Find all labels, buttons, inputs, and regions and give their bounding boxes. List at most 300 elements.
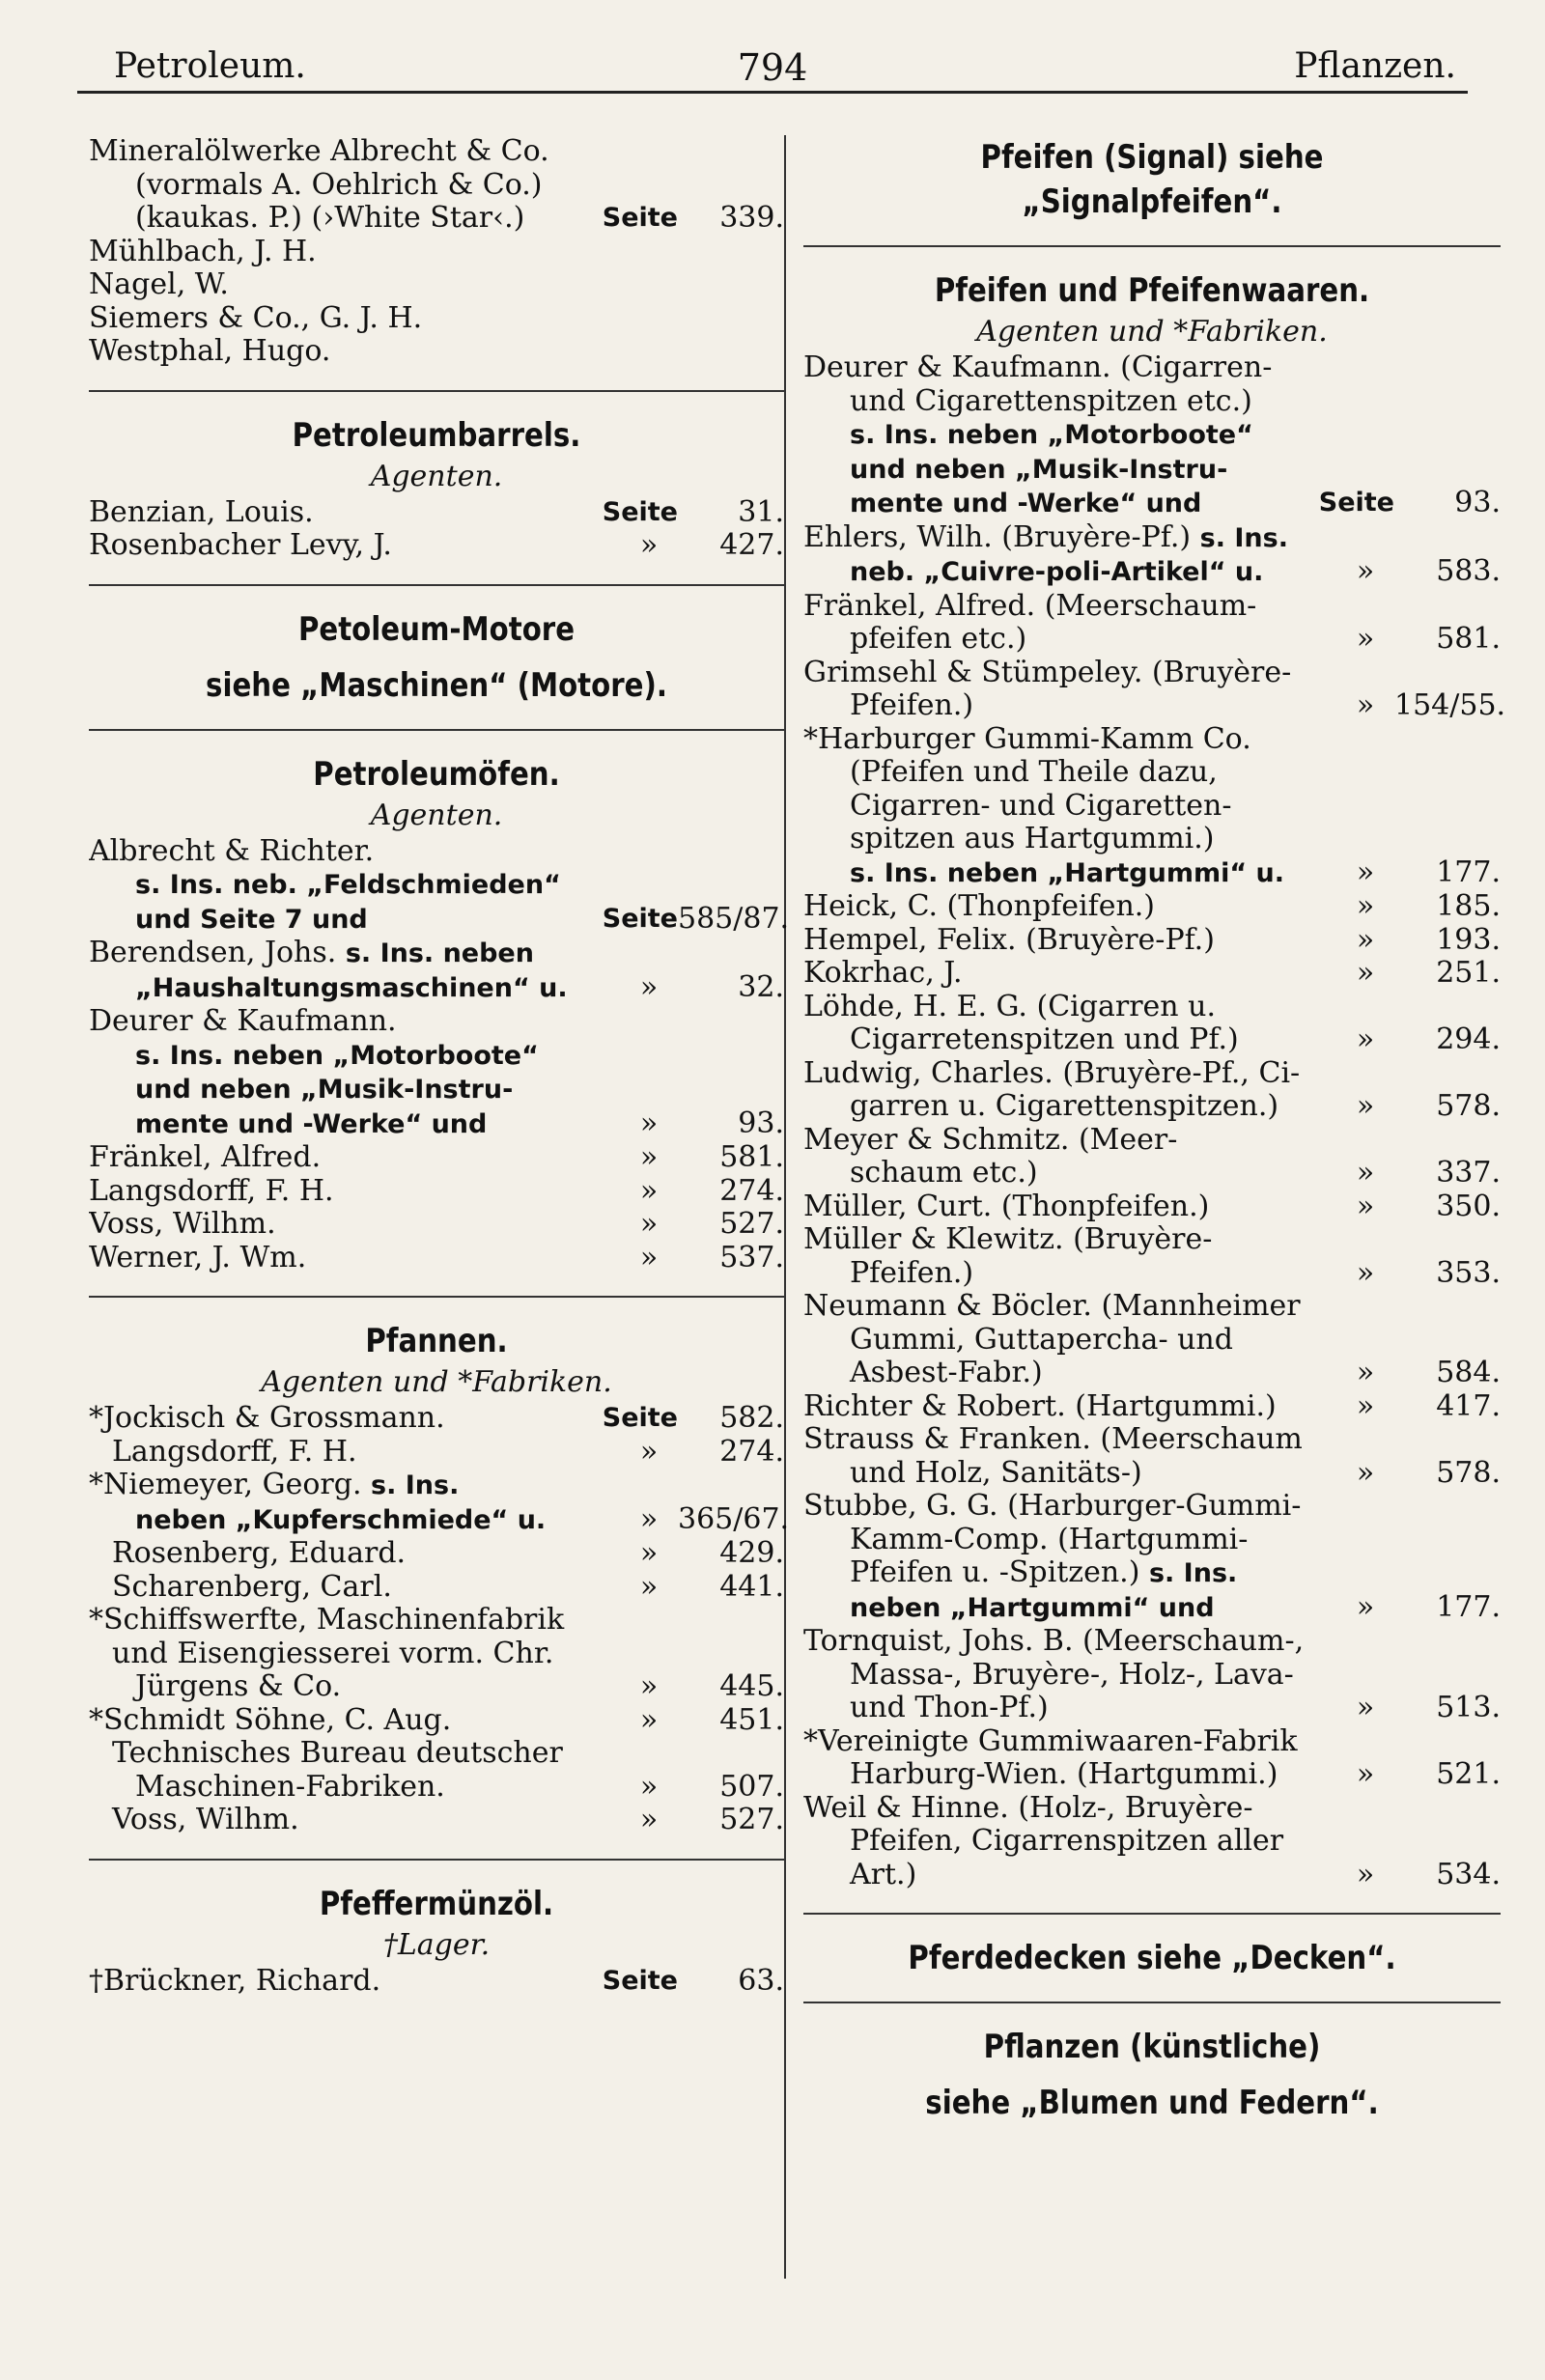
- ditto-mark: »: [639, 1669, 659, 1703]
- entry-name: Pfeifen, Cigarrenspitzen aller: [850, 1825, 1284, 1858]
- page-number-ref: 581.: [719, 1140, 784, 1174]
- entry-name: Massa-, Bruyère-, Holz-, Lava-: [850, 1658, 1294, 1692]
- entry-text: [89, 1737, 784, 1771]
- directory-entry: [803, 623, 1501, 657]
- page-label: Seite: [602, 203, 678, 233]
- section-subheading: Agenten.: [370, 459, 503, 493]
- page-number-ref: 350.: [1436, 1189, 1501, 1223]
- entry-text: [803, 1725, 1501, 1759]
- ditto-mark: »: [1356, 956, 1375, 990]
- entry-text: [89, 302, 784, 336]
- page-label: Seite: [1318, 488, 1394, 518]
- entry-text: [803, 1490, 1501, 1524]
- directory-entry: [803, 385, 1501, 419]
- directory-entry: [803, 590, 1501, 624]
- entry-reference-note: mente und -Werke“ und: [135, 1108, 488, 1139]
- entry-text: [803, 1792, 1501, 1826]
- directory-entry: [803, 1625, 1501, 1659]
- entry-text: [803, 453, 1501, 488]
- directory-entry: [89, 1670, 784, 1704]
- ditto-mark: »: [1356, 1691, 1375, 1724]
- entry-text: [89, 937, 784, 971]
- ditto-mark: »: [639, 1240, 659, 1274]
- directory-entry: [89, 529, 784, 563]
- entry-name: und Holz, Sanitäts-): [850, 1456, 1142, 1490]
- directory-entry: [803, 1390, 1501, 1424]
- entry-text: [803, 1223, 1501, 1257]
- entry-name: Werner, J. Wm.: [89, 1241, 307, 1274]
- entry-name: Harburg-Wien. (Hartgummi.): [850, 1758, 1278, 1791]
- page-number-ref: 339.: [719, 201, 784, 235]
- ditto-mark: »: [1356, 554, 1375, 588]
- section-heading: Pflanzen (künstliche): [983, 2028, 1321, 2066]
- directory-entry: [89, 937, 784, 971]
- entry-text: [89, 1469, 784, 1503]
- entry-text: [803, 1659, 1501, 1693]
- entry-name: Benzian, Louis.: [89, 495, 314, 529]
- directory-entry: [89, 335, 784, 369]
- entry-text: [803, 790, 1501, 824]
- entry-text: [803, 1859, 1336, 1892]
- entry-name: Voss, Wilhm.: [89, 1208, 276, 1241]
- entry-name: (vormals A. Oehlrich & Co.): [135, 168, 543, 202]
- page-number-ref: 63.: [738, 1963, 784, 1998]
- entry-name: Richter & Robert. (Hartgummi.): [803, 1389, 1277, 1423]
- ditto-mark: »: [639, 1140, 659, 1174]
- section-divider: [803, 2002, 1501, 2003]
- entry-name: Kokrhac, J.: [803, 957, 963, 990]
- entry-name: Pfeifen u. -Spitzen.): [850, 1556, 1149, 1589]
- entry-text: [89, 135, 784, 169]
- ditto-mark: »: [639, 1803, 659, 1836]
- entry-name: *Schmidt Söhne, C. Aug.: [89, 1703, 452, 1737]
- directory-entry: [803, 1157, 1501, 1190]
- entry-text: [89, 1804, 620, 1837]
- directory-entry: [803, 555, 1501, 590]
- section-subheading: Agenten und *Fabriken.: [261, 1365, 612, 1399]
- directory-entry: [803, 1859, 1501, 1892]
- directory-entry: [89, 1965, 784, 1999]
- entry-name: Meyer & Schmitz. (Meer-: [803, 1123, 1178, 1157]
- directory-entry: [803, 1792, 1501, 1826]
- entry-text: [803, 487, 1288, 521]
- ditto-mark: »: [639, 969, 659, 1004]
- entry-text: [89, 1604, 784, 1638]
- ditto-mark: »: [639, 528, 659, 562]
- entry-name: Pfeifen.): [850, 1256, 974, 1290]
- entry-name: Berendsen, Johs.: [89, 937, 346, 969]
- entry-text: [89, 835, 784, 869]
- entry-text: [803, 1390, 1336, 1424]
- directory-entry: [89, 1571, 784, 1605]
- entry-name: Gummi, Guttapercha- und: [850, 1323, 1233, 1357]
- entry-name: Ludwig, Charles. (Bruyère-Pf., Ci-: [803, 1056, 1301, 1090]
- section-heading: siehe „Maschinen“ (Motore).: [206, 665, 667, 705]
- entry-text: [89, 496, 572, 530]
- entry-text: [89, 903, 572, 938]
- page-number-ref: 507.: [719, 1769, 784, 1804]
- entry-name: Kamm-Comp. (Hartgummi-: [850, 1523, 1249, 1556]
- entry-name: Mühlbach, J. H.: [89, 235, 317, 268]
- entry-reference-note: neben „Kupferschmiede“ u.: [135, 1504, 547, 1535]
- ditto-mark: »: [1356, 1189, 1375, 1223]
- section-divider: [89, 584, 784, 586]
- ditto-mark: »: [1356, 854, 1375, 889]
- page-number-ref: 527.: [719, 1207, 784, 1241]
- page-label: Seite: [602, 903, 678, 934]
- ditto-mark: »: [639, 1106, 659, 1140]
- entry-reference-note: s. Ins. neben: [345, 938, 534, 968]
- page-number-ref: 365/67.: [678, 1501, 790, 1536]
- entry-text: [803, 856, 1336, 891]
- right-column: [803, 135, 1506, 2125]
- directory-entry: [803, 856, 1501, 891]
- page-number-ref: 154/55.: [1394, 688, 1506, 722]
- page-number-ref: 193.: [1436, 922, 1501, 957]
- entry-name: Nagel, W.: [89, 268, 229, 301]
- entry-text: [89, 236, 784, 269]
- ditto-mark: »: [639, 1173, 659, 1208]
- directory-entry: [89, 1073, 784, 1107]
- entry-text: [89, 1537, 620, 1571]
- directory-entry: [803, 924, 1501, 958]
- entry-text: [803, 1057, 1501, 1091]
- left-column: [89, 135, 790, 1998]
- entry-text: [89, 169, 784, 203]
- ditto-mark: »: [1356, 1022, 1375, 1056]
- directory-entry: [89, 1638, 784, 1671]
- entry-text: [89, 1141, 620, 1175]
- section-divider: [89, 1296, 784, 1298]
- entry-text: [803, 1324, 1501, 1358]
- ditto-mark: »: [1356, 922, 1375, 957]
- entry-name: Müller, Curt. (Thonpfeifen.): [803, 1190, 1210, 1223]
- ditto-mark: »: [1356, 1589, 1375, 1624]
- entry-name: Cigarretenspitzen und Pf.): [850, 1023, 1239, 1056]
- entry-name: garren u. Cigarettenspitzen.): [850, 1090, 1279, 1123]
- page-number-ref: 93.: [738, 1106, 784, 1140]
- entry-name: Ehlers, Wilh. (Bruyère-Pf.): [803, 520, 1200, 554]
- entry-reference-note: neben „Hartgummi“ und: [850, 1592, 1215, 1623]
- section-divider: [89, 1859, 784, 1861]
- ditto-mark: »: [639, 1569, 659, 1604]
- page-header: [77, 37, 1468, 94]
- page-number-ref: 445.: [719, 1669, 784, 1703]
- entry-name: Langsdorff, F. H.: [112, 1435, 357, 1469]
- entry-name: Deurer & Kaufmann.: [89, 1005, 397, 1038]
- page-number-ref: 337.: [1436, 1156, 1501, 1190]
- directory-entry: [89, 1804, 784, 1837]
- page-number-ref: 534.: [1436, 1857, 1501, 1891]
- ditto-mark: »: [1356, 1255, 1375, 1290]
- directory-entry: [803, 657, 1501, 690]
- directory-entry: [803, 1290, 1501, 1324]
- directory-entry: [89, 169, 784, 203]
- entry-name: Technisches Bureau deutscher: [112, 1737, 563, 1770]
- ditto-mark: »: [639, 1501, 659, 1536]
- page-number-ref: 578.: [1436, 1089, 1501, 1123]
- entry-reference-note: s. Ins.: [1148, 1558, 1238, 1588]
- entry-name: Deurer & Kaufmann. (Cigarren-: [803, 351, 1273, 384]
- entry-name: Siemers & Co., G. J. H.: [89, 301, 423, 335]
- entry-text: [89, 1638, 784, 1671]
- directory-entry: [89, 1704, 784, 1738]
- ditto-mark: »: [1356, 622, 1375, 656]
- directory-entry: [89, 1175, 784, 1209]
- ditto-mark: »: [1356, 1455, 1375, 1490]
- entry-text: [803, 1257, 1336, 1291]
- entry-name: †Brückner, Richard.: [89, 1964, 381, 1998]
- directory-entry: [89, 1242, 784, 1275]
- directory-entry: [89, 236, 784, 269]
- entry-name: *Niemeyer, Georg.: [89, 1469, 372, 1501]
- entry-text: [803, 657, 1501, 690]
- page-number-ref: 274.: [719, 1173, 784, 1208]
- entry-text: [803, 1124, 1501, 1158]
- page-number-ref: 441.: [719, 1569, 784, 1604]
- entry-text: [803, 1625, 1501, 1659]
- directory-entry: [803, 756, 1501, 790]
- column-divider: [784, 135, 786, 2279]
- directory-entry: [89, 1737, 784, 1771]
- ditto-mark: »: [1356, 688, 1375, 722]
- entry-text: [803, 1692, 1336, 1725]
- section-subheading: †Lager.: [382, 1927, 491, 1962]
- entry-name: Hempel, Felix. (Bruyère-Pf.): [803, 923, 1215, 957]
- section-divider: [89, 390, 784, 392]
- section-heading: Pfeffermünzöl.: [319, 1884, 554, 1923]
- entry-name: *Harburger Gummi-Kamm Co.: [803, 722, 1251, 756]
- page-number-ref: 527.: [719, 1803, 784, 1836]
- ditto-mark: »: [1356, 1156, 1375, 1190]
- entry-text: [89, 1107, 620, 1142]
- directory-entry: [89, 302, 784, 336]
- entry-text: [89, 1771, 620, 1805]
- entry-name: *Jockisch & Grossmann.: [89, 1402, 445, 1435]
- entry-text: [803, 957, 1336, 991]
- entry-name: Maschinen-Fabriken.: [135, 1770, 445, 1804]
- directory-entry: [803, 723, 1501, 757]
- entry-name: pfeifen etc.): [850, 623, 1027, 656]
- entry-text: [89, 1436, 620, 1470]
- entry-text: [803, 1290, 1501, 1324]
- header-right-title: Pflanzen.: [1294, 46, 1456, 86]
- entry-text: [89, 1242, 620, 1275]
- entry-text: [803, 924, 1336, 958]
- directory-entry: [89, 1537, 784, 1571]
- entry-name: Fränkel, Alfred. (Meerschaum-: [803, 589, 1257, 623]
- entry-name: Mineralölwerke Albrecht & Co.: [89, 135, 549, 168]
- entry-reference-note: und Seite 7 und: [135, 904, 368, 935]
- entry-text: [89, 202, 572, 236]
- directory-entry: [89, 901, 790, 938]
- directory-entry: [803, 1758, 1501, 1792]
- section-heading: siehe „Blumen und Federn“.: [925, 2084, 1379, 2122]
- directory-entry: [89, 1107, 784, 1142]
- entry-text: [803, 1758, 1336, 1792]
- entry-reference-note: mente und -Werke“ und: [850, 489, 1202, 518]
- directory-entry: [803, 1725, 1501, 1759]
- directory-entry: [803, 521, 1501, 556]
- entry-name: Strauss & Franken. (Meerschaum: [803, 1423, 1303, 1456]
- entry-text: [803, 1423, 1501, 1457]
- entry-reference-note: s. Ins. neb. „Feldschmieden“: [135, 870, 561, 900]
- page-number-ref: 251.: [1436, 956, 1501, 990]
- directory-entry: [89, 496, 784, 530]
- directory-entry: [803, 790, 1501, 824]
- entry-name: Fränkel, Alfred.: [89, 1141, 322, 1174]
- entry-name: Rosenbacher Levy, J.: [89, 529, 392, 562]
- directory-entry: [89, 1402, 784, 1436]
- entry-text: [803, 1157, 1336, 1190]
- directory-entry: [803, 1556, 1501, 1591]
- section-divider: [803, 245, 1501, 247]
- section-heading: Pfannen.: [365, 1322, 508, 1360]
- directory-entry: [803, 1423, 1501, 1457]
- directory-entry: [89, 135, 784, 169]
- entry-name: (kaukas. P.) (›White Star‹.): [135, 202, 525, 235]
- directory-entry: [89, 1208, 784, 1242]
- directory-entry: [89, 1039, 784, 1074]
- ditto-mark: »: [1356, 1757, 1375, 1791]
- entry-text: [803, 723, 1501, 757]
- directory-entry: [803, 1692, 1501, 1725]
- directory-entry: [89, 268, 784, 302]
- directory-entry: [803, 1223, 1501, 1257]
- ditto-mark: »: [1356, 1857, 1375, 1891]
- header-left-title: Petroleum.: [114, 46, 306, 86]
- entry-name: Tornquist, Johs. B. (Meerschaum-,: [803, 1625, 1305, 1658]
- entry-name: Westphal, Hugo.: [89, 335, 331, 368]
- section-heading: Petroleumöfen.: [313, 754, 560, 794]
- entry-text: [803, 1825, 1501, 1859]
- directory-entry: [803, 823, 1501, 856]
- entry-name: Albrecht & Richter.: [89, 834, 375, 868]
- entry-reference-note: neb. „Cuivre-poli-Artikel“ u.: [850, 557, 1264, 587]
- entry-text: [803, 890, 1336, 924]
- entry-name: Art.): [850, 1858, 917, 1891]
- entry-reference-note: s. Ins. neben „Motorboote“: [135, 1040, 539, 1071]
- directory-entry: [89, 1469, 784, 1503]
- directory-entry: [803, 991, 1501, 1024]
- directory-entry: [803, 1357, 1501, 1390]
- section-heading: Pfeifen und Pfeifenwaaren.: [934, 271, 1370, 310]
- entry-text: [803, 1524, 1501, 1557]
- entry-reference-note: und neben „Musik-Instru-: [850, 454, 1228, 485]
- entry-text: [89, 868, 784, 903]
- page-number-ref: 582.: [719, 1401, 784, 1435]
- entry-name: Heick, C. (Thonpfeifen.): [803, 890, 1156, 923]
- directory-entry: [803, 890, 1501, 924]
- page-number: 794: [737, 46, 808, 89]
- page-number-ref: 427.: [719, 528, 784, 562]
- entry-name: spitzen aus Hartgummi.): [850, 823, 1215, 855]
- page-number-ref: 521.: [1436, 1757, 1501, 1791]
- entry-text: [803, 1190, 1336, 1224]
- directory-entry: [803, 1659, 1501, 1693]
- entry-text: [89, 1503, 620, 1538]
- directory-entry: [803, 1190, 1501, 1224]
- entry-name: Stubbe, G. G. (Harburger-Gummi-: [803, 1490, 1302, 1523]
- page-number-ref: 451.: [719, 1702, 784, 1737]
- entry-name: Neumann & Böcler. (Mannheimer: [803, 1290, 1301, 1323]
- page-number-ref: 429.: [719, 1536, 784, 1570]
- directory-entry: [803, 1324, 1501, 1358]
- directory-entry: [803, 1457, 1501, 1491]
- directory-entry: [89, 1005, 784, 1039]
- section-divider: [803, 1913, 1501, 1915]
- entry-text: [89, 1039, 784, 1074]
- ditto-mark: »: [1356, 1089, 1375, 1123]
- entry-reference-note: und neben „Musik-Instru-: [135, 1075, 514, 1105]
- entry-name: und Cigarettenspitzen etc.): [850, 384, 1252, 418]
- entry-name: Grimsehl & Stümpeley. (Bruyère-: [803, 656, 1292, 689]
- entry-text: [803, 385, 1501, 419]
- page-number-ref: 177.: [1436, 854, 1501, 889]
- directory-entry: [803, 1057, 1501, 1091]
- entry-text: [89, 1965, 572, 1999]
- entry-reference-note: s. Ins.: [1199, 522, 1288, 553]
- entry-text: [803, 521, 1501, 556]
- page-number-ref: 177.: [1436, 1589, 1501, 1624]
- directory-entry: [803, 351, 1501, 385]
- ditto-mark: »: [639, 1207, 659, 1241]
- ditto-mark: »: [639, 1434, 659, 1469]
- entry-text: [89, 1073, 784, 1107]
- page-number-ref: 537.: [719, 1240, 784, 1274]
- directory-entry: [803, 1257, 1501, 1291]
- entry-text: [803, 555, 1336, 590]
- directory-entry: [89, 835, 784, 869]
- entry-text: [803, 1357, 1336, 1390]
- ditto-mark: »: [1356, 1388, 1375, 1423]
- entry-name: Voss, Wilhm.: [112, 1804, 299, 1836]
- directory-entry: [803, 1591, 1501, 1626]
- entry-name: Cigarren- und Cigaretten-: [850, 789, 1232, 823]
- directory-entry: [89, 202, 784, 236]
- page-number-ref: 581.: [1436, 622, 1501, 656]
- page-number-ref: 294.: [1436, 1022, 1501, 1056]
- page-number-ref: 578.: [1436, 1455, 1501, 1490]
- directory-entry: [89, 971, 784, 1006]
- entry-reference-note: „Haushaltungsmaschinen“ u.: [135, 972, 568, 1003]
- entry-text: [803, 1457, 1336, 1491]
- directory-entry: [803, 487, 1501, 521]
- directory-entry: [89, 1604, 784, 1638]
- page-number-ref: 583.: [1436, 554, 1501, 588]
- ditto-mark: »: [1356, 1356, 1375, 1389]
- page-number-ref: 353.: [1436, 1255, 1501, 1290]
- entry-text: [89, 1704, 620, 1738]
- directory-entry: [803, 688, 1506, 723]
- entry-reference-note: s. Ins. neben „Motorboote“: [850, 420, 1253, 450]
- entry-name: (Pfeifen und Theile dazu,: [850, 756, 1218, 789]
- entry-name: Löhde, H. E. G. (Cigarren u.: [803, 990, 1217, 1023]
- directory-entry: [89, 868, 784, 903]
- entry-text: [89, 1005, 784, 1039]
- entry-name: *Vereinigte Gummiwaaren-Fabrik: [803, 1724, 1298, 1758]
- entry-text: [803, 1556, 1501, 1591]
- section-heading: Petroleumbarrels.: [292, 415, 581, 455]
- directory-entry: [803, 1490, 1501, 1524]
- entry-text: [89, 1175, 620, 1209]
- entry-name: Pfeifen.): [850, 689, 974, 722]
- page-number-ref: 31.: [738, 494, 784, 529]
- page-number-ref: 274.: [719, 1434, 784, 1469]
- entry-reference-note: s. Ins. neben „Hartgummi“ u.: [850, 857, 1284, 888]
- entry-text: [803, 590, 1501, 624]
- section-heading: Pfeifen (Signal) siehe „Signalpfeifen“.: [980, 138, 1324, 221]
